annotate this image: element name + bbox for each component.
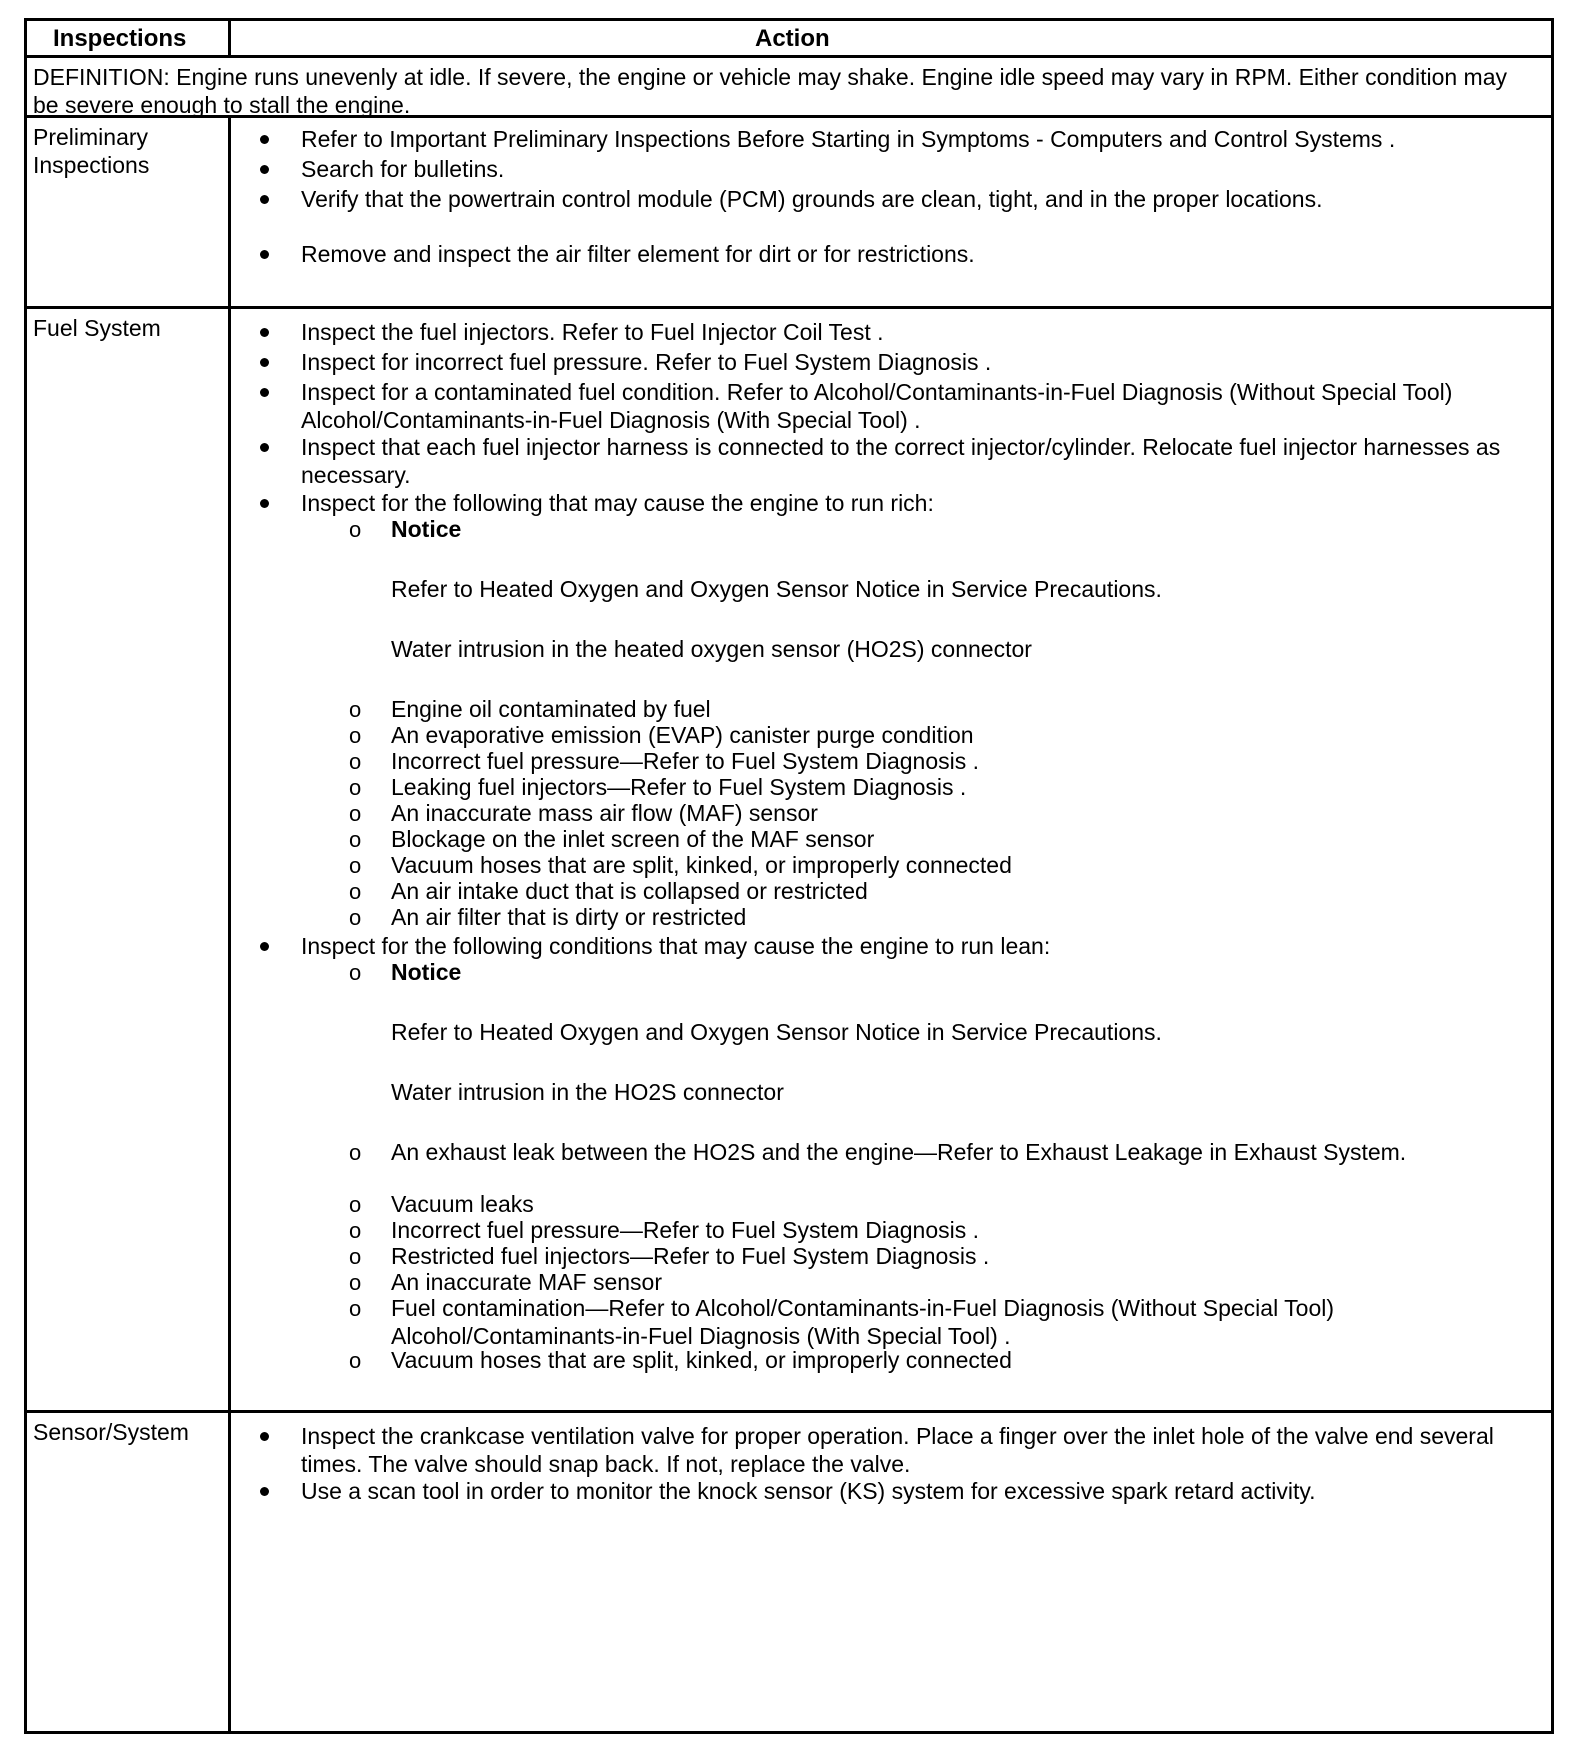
list-item: Leaking fuel injectors—Refer to Fuel System Diagnosis . xyxy=(391,774,967,800)
preliminary-label: Preliminary Inspections xyxy=(33,124,150,178)
list-item: Blockage on the inlet screen of the MAF sensor xyxy=(391,826,875,852)
circle-bullet-icon: o xyxy=(349,1270,362,1295)
bullet-icon xyxy=(260,165,269,174)
circle-bullet-icon: o xyxy=(349,697,362,722)
circle-bullet-icon: o xyxy=(349,1244,362,1269)
circle-bullet-icon: o xyxy=(349,775,362,800)
definition-row xyxy=(27,58,1551,118)
list-item: Remove and inspect the air filter element for dirt or for restrictions. xyxy=(301,241,975,267)
circle-bullet-icon: o xyxy=(349,827,362,852)
list-item: Inspect the fuel injectors. Refer to Fuel Injector Coil Test . xyxy=(301,319,884,345)
bullet-icon xyxy=(260,250,269,259)
bullet-icon xyxy=(260,195,269,204)
list-item: Incorrect fuel pressure—Refer to Fuel System Diagnosis . xyxy=(391,1217,980,1243)
list-item: Inspect for the following that may cause the engine to run rich: xyxy=(301,490,934,516)
bullet-icon xyxy=(260,499,269,508)
sensor-system-actions xyxy=(231,1413,1551,1731)
list-item: Vacuum hoses that are split, kinked, or improperly connected xyxy=(391,852,1012,878)
notice-item: Water intrusion in the HO2S connector xyxy=(391,1079,784,1105)
list-item: Engine oil contaminated by fuel xyxy=(391,696,711,722)
notice-item: Water intrusion in the heated oxygen sensor (HO2S) connector xyxy=(391,636,1032,662)
circle-bullet-icon: o xyxy=(349,1348,362,1373)
notice-text: Refer to Heated Oxygen and Oxygen Sensor Notice in Service Precautions. xyxy=(391,1019,1162,1045)
circle-bullet-icon: o xyxy=(349,960,362,985)
circle-bullet-icon: o xyxy=(349,1140,362,1165)
list-item: Use a scan tool in order to monitor the knock sensor (KS) system for excessive spark retard activity. xyxy=(301,1478,1316,1504)
list-item: Inspect for the following conditions that may cause the engine to run lean: xyxy=(301,933,1051,959)
column-divider xyxy=(228,21,231,55)
bullet-icon xyxy=(260,1487,269,1496)
list-item: Inspect the crankcase ventilation valve for proper operation. Place a finger over the inlet hole of the valve end several times. The valve should snap back. If not, replace the valve. xyxy=(301,1423,1494,1477)
preliminary-row xyxy=(27,118,1551,309)
fuel-system-label: Fuel System xyxy=(33,315,161,341)
circle-bullet-icon: o xyxy=(349,853,362,878)
header-action: Action xyxy=(755,25,830,52)
bullet-icon xyxy=(260,135,269,144)
sensor-system-row xyxy=(27,1413,1551,1731)
list-item: Incorrect fuel pressure—Refer to Fuel System Diagnosis . xyxy=(391,748,980,774)
bullet-icon xyxy=(260,443,269,452)
notice-text: Refer to Heated Oxygen and Oxygen Sensor Notice in Service Precautions. xyxy=(391,576,1162,602)
list-item: Inspect that each fuel injector harness is connected to the correct injector/cylinder. Relocate fuel injector harnesses as necessary. xyxy=(301,434,1501,488)
symptom-table xyxy=(24,18,1554,1734)
definition-text: DEFINITION: Engine runs unevenly at idle. If severe, the engine or vehicle may shake. Engine idle speed may vary in RPM. Either condition may be severe enough to stall the engine. xyxy=(33,64,1507,118)
list-item: Vacuum leaks xyxy=(391,1191,534,1217)
list-item: An evaporative emission (EVAP) canister purge condition xyxy=(391,722,974,748)
header-inspections: Inspections xyxy=(53,25,187,52)
bullet-icon xyxy=(260,328,269,337)
list-item: An air filter that is dirty or restricted xyxy=(391,904,747,930)
list-item: An inaccurate mass air flow (MAF) sensor xyxy=(391,800,818,826)
list-item: Inspect for a contaminated fuel condition. Refer to Alcohol/Contaminants-in-Fuel Diagnosis (Without Special Tool) Alcohol/Contaminants-in-Fuel Diagnosis (With Special Tool) . xyxy=(301,379,1453,433)
list-item: Search for bulletins. xyxy=(301,156,505,182)
bullet-icon xyxy=(260,388,269,397)
circle-bullet-icon: o xyxy=(349,1192,362,1217)
list-item: Inspect for incorrect fuel pressure. Refer to Fuel System Diagnosis . xyxy=(301,349,992,375)
fuel-system-actions xyxy=(231,309,1551,1410)
list-item: An exhaust leak between the HO2S and the engine—Refer to Exhaust Leakage in Exhaust System. xyxy=(391,1139,1407,1165)
table-header-row xyxy=(27,21,1551,58)
list-item: Fuel contamination—Refer to Alcohol/Contaminants-in-Fuel Diagnosis (Without Special Tool) Alcohol/Contaminants-in-Fuel Diagnosis (With Special Tool) . xyxy=(391,1295,1335,1349)
circle-bullet-icon: o xyxy=(349,1296,362,1321)
bullet-icon xyxy=(260,358,269,367)
circle-bullet-icon: o xyxy=(349,723,362,748)
bullet-icon xyxy=(260,1432,269,1441)
circle-bullet-icon: o xyxy=(349,1218,362,1243)
notice-heading: Notice xyxy=(391,516,462,542)
bullet-icon xyxy=(260,942,269,951)
preliminary-actions xyxy=(231,118,1551,306)
circle-bullet-icon: o xyxy=(349,905,362,930)
circle-bullet-icon: o xyxy=(349,879,362,904)
list-item: Restricted fuel injectors—Refer to Fuel System Diagnosis . xyxy=(391,1243,990,1269)
list-item: Vacuum hoses that are split, kinked, or improperly connected xyxy=(391,1347,1012,1373)
fuel-system-row xyxy=(27,309,1551,1413)
circle-bullet-icon: o xyxy=(349,749,362,774)
list-item: An air intake duct that is collapsed or restricted xyxy=(391,878,868,904)
list-item: An inaccurate MAF sensor xyxy=(391,1269,663,1295)
list-item: Verify that the powertrain control module (PCM) grounds are clean, tight, and in the proper locations. xyxy=(301,186,1323,212)
list-item: Refer to Important Preliminary Inspections Before Starting in Symptoms - Computers and Control Systems . xyxy=(301,126,1396,152)
sensor-system-label: Sensor/System xyxy=(33,1419,189,1445)
notice-heading: Notice xyxy=(391,959,462,985)
circle-bullet-icon: o xyxy=(349,801,362,826)
circle-bullet-icon: o xyxy=(349,517,362,542)
